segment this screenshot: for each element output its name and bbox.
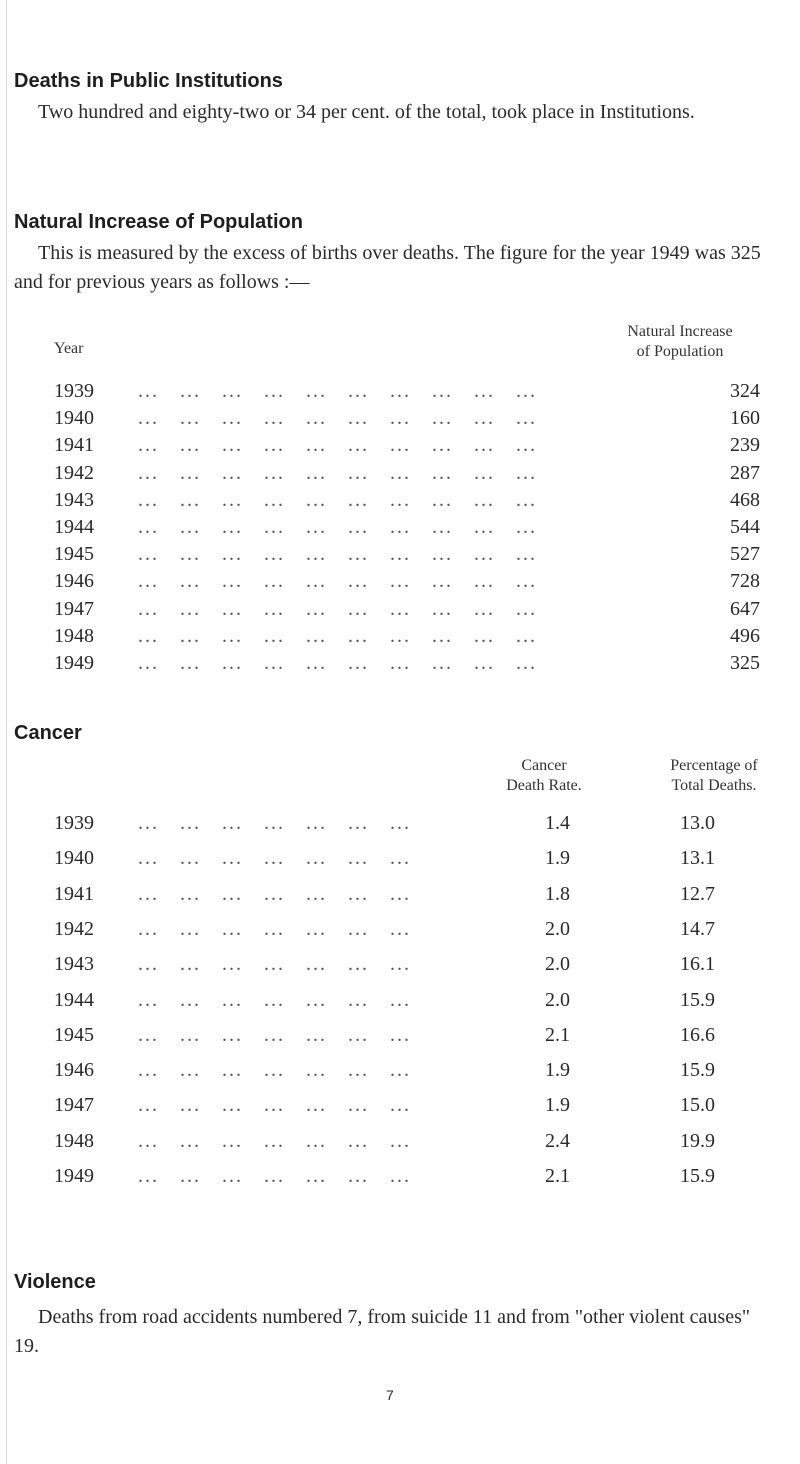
- row-cancer-pct: 13.1: [680, 847, 715, 870]
- row-year: 1947: [54, 1094, 94, 1117]
- leader-dots: ... ... ... ... ... ... ...: [138, 1094, 432, 1117]
- row-natural-increase: 160: [730, 407, 760, 430]
- row-cancer-pct: 19.9: [680, 1129, 715, 1152]
- leader-dots: ... ... ... ... ... ... ...: [138, 953, 432, 976]
- leader-dots: ... ... ... ... ... ... ...: [138, 917, 432, 940]
- row-year: 1943: [54, 953, 94, 976]
- cancer-row: [0, 1130, 800, 1158]
- row-year: 1942: [54, 461, 94, 484]
- row-year: 1942: [54, 917, 94, 940]
- col-header-cancer-pct-line2: Total Deaths.: [671, 777, 757, 794]
- col-header-natural-increase-line1: Natural Increase: [627, 323, 733, 340]
- leader-dots: ... ... ... ... ... ... ...: [138, 1059, 432, 1082]
- row-year: 1949: [54, 1165, 94, 1187]
- natural-increase-row: [0, 489, 800, 517]
- cancer-row: [0, 1165, 800, 1193]
- paragraph-public-institutions: Two hundred and eighty-two or 34 per cent. of the total, took place in Institutions.: [38, 101, 695, 123]
- row-year: 1941: [54, 882, 94, 905]
- row-natural-increase: 239: [730, 434, 760, 457]
- cancer-row: [0, 953, 800, 981]
- row-natural-increase: 325: [730, 652, 760, 674]
- heading-violence: Violence: [14, 1271, 96, 1293]
- natural-increase-row: [0, 625, 800, 653]
- row-cancer-rate: 1.9: [545, 1059, 570, 1082]
- leader-dots: ... ... ... ... ... ... ... ... ... ...: [138, 516, 558, 538]
- col-header-cancer-pct-line1: Percentage of: [670, 757, 758, 774]
- leader-dots: ... ... ... ... ... ... ... ... ... ...: [138, 570, 558, 593]
- row-cancer-rate: 2.1: [545, 1023, 570, 1046]
- row-cancer-rate: 1.4: [545, 812, 570, 834]
- leader-dots: ... ... ... ... ... ... ... ... ... ...: [138, 624, 558, 647]
- row-cancer-pct: 15.9: [680, 1165, 715, 1187]
- row-cancer-rate: 1.9: [545, 847, 570, 870]
- heading-public-institutions: Deaths in Public Institutions: [14, 70, 283, 92]
- leader-dots: ... ... ... ... ... ... ...: [138, 882, 432, 905]
- row-cancer-rate: 1.9: [545, 1094, 570, 1117]
- row-year: 1949: [54, 652, 94, 674]
- leader-dots: ... ... ... ... ... ... ...: [138, 1165, 432, 1187]
- col-header-cancer-pct: [640, 756, 788, 796]
- margin-line: [6, 0, 7, 1464]
- row-cancer-pct: 16.6: [680, 1023, 715, 1046]
- page-number: 7: [386, 1387, 394, 1403]
- leader-dots: ... ... ... ... ... ... ... ... ... ...: [138, 434, 558, 457]
- col-header-year: Year: [54, 340, 84, 357]
- natural-increase-row: [0, 462, 800, 490]
- row-year: 1944: [54, 516, 94, 538]
- row-year: 1940: [54, 407, 94, 430]
- cancer-row: [0, 989, 800, 1017]
- leader-dots: ... ... ... ... ... ... ... ... ... ...: [138, 488, 558, 511]
- heading-natural-increase: Natural Increase of Population: [14, 211, 303, 233]
- col-header-natural-increase: [580, 322, 780, 362]
- row-cancer-pct: 13.0: [680, 812, 715, 834]
- row-year: 1945: [54, 1023, 94, 1046]
- col-header-natural-increase-line2: of Population: [636, 343, 724, 360]
- leader-dots: ... ... ... ... ... ... ... ... ... ...: [138, 380, 558, 402]
- row-year: 1946: [54, 570, 94, 593]
- cancer-row: [0, 918, 800, 946]
- cancer-row: [0, 883, 800, 911]
- row-cancer-pct: 12.7: [680, 882, 715, 905]
- row-natural-increase: 287: [730, 461, 760, 484]
- leader-dots: ... ... ... ... ... ... ... ... ... ...: [138, 652, 558, 674]
- row-year: 1939: [54, 380, 94, 402]
- row-cancer-rate: 2.0: [545, 988, 570, 1011]
- row-cancer-pct: 14.7: [680, 917, 715, 940]
- col-header-cancer-rate: [474, 756, 614, 796]
- natural-increase-row: [0, 652, 800, 680]
- row-cancer-rate: 2.0: [545, 917, 570, 940]
- natural-increase-row: [0, 570, 800, 598]
- leader-dots: ... ... ... ... ... ... ... ... ... ...: [138, 407, 558, 430]
- row-year: 1940: [54, 847, 94, 870]
- paragraph-natural-increase: This is measured by the excess of births over deaths. The figure for the year 1949 was 325 and for previous years as follows :—: [14, 242, 761, 293]
- natural-increase-row: [0, 434, 800, 462]
- row-year: 1943: [54, 488, 94, 511]
- row-cancer-rate: 2.0: [545, 953, 570, 976]
- leader-dots: ... ... ... ... ... ... ...: [138, 847, 432, 870]
- row-year: 1939: [54, 812, 94, 834]
- row-natural-increase: 728: [730, 570, 760, 593]
- row-cancer-pct: 15.9: [680, 1059, 715, 1082]
- cancer-row: [0, 1059, 800, 1087]
- row-cancer-pct: 16.1: [680, 953, 715, 976]
- row-cancer-rate: 1.8: [545, 882, 570, 905]
- row-natural-increase: 647: [730, 597, 760, 620]
- row-natural-increase: 544: [730, 516, 760, 538]
- row-year: 1945: [54, 543, 94, 566]
- cancer-row: [0, 812, 800, 840]
- row-year: 1946: [54, 1059, 94, 1082]
- row-natural-increase: 496: [730, 624, 760, 647]
- row-natural-increase: 468: [730, 488, 760, 511]
- natural-increase-row: [0, 516, 800, 544]
- natural-increase-row: [0, 598, 800, 626]
- leader-dots: ... ... ... ... ... ... ... ... ... ...: [138, 597, 558, 620]
- row-cancer-rate: 2.4: [545, 1129, 570, 1152]
- cancer-row: [0, 847, 800, 875]
- row-year: 1944: [54, 988, 94, 1011]
- leader-dots: ... ... ... ... ... ... ...: [138, 1129, 432, 1152]
- row-cancer-rate: 2.1: [545, 1165, 570, 1187]
- row-year: 1948: [54, 624, 94, 647]
- heading-cancer: Cancer: [14, 722, 82, 744]
- paragraph-violence: Deaths from road accidents numbered 7, from suicide 11 and from "other violent causes" 19.: [14, 1306, 751, 1357]
- natural-increase-row: [0, 380, 800, 408]
- row-year: 1947: [54, 597, 94, 620]
- leader-dots: ... ... ... ... ... ... ... ... ... ...: [138, 543, 558, 566]
- row-year: 1948: [54, 1129, 94, 1152]
- leader-dots: ... ... ... ... ... ... ...: [138, 812, 432, 834]
- col-header-cancer-rate-line2: Death Rate.: [506, 777, 582, 794]
- leader-dots: ... ... ... ... ... ... ... ... ... ...: [138, 461, 558, 484]
- row-cancer-pct: 15.0: [680, 1094, 715, 1117]
- row-cancer-pct: 15.9: [680, 988, 715, 1011]
- row-year: 1941: [54, 434, 94, 457]
- natural-increase-row: [0, 407, 800, 435]
- leader-dots: ... ... ... ... ... ... ...: [138, 988, 432, 1011]
- row-natural-increase: 324: [730, 380, 760, 402]
- leader-dots: ... ... ... ... ... ... ...: [138, 1023, 432, 1046]
- col-header-cancer-rate-line1: Cancer: [521, 757, 567, 774]
- row-natural-increase: 527: [730, 543, 760, 566]
- cancer-row: [0, 1024, 800, 1052]
- natural-increase-row: [0, 543, 800, 571]
- cancer-row: [0, 1094, 800, 1122]
